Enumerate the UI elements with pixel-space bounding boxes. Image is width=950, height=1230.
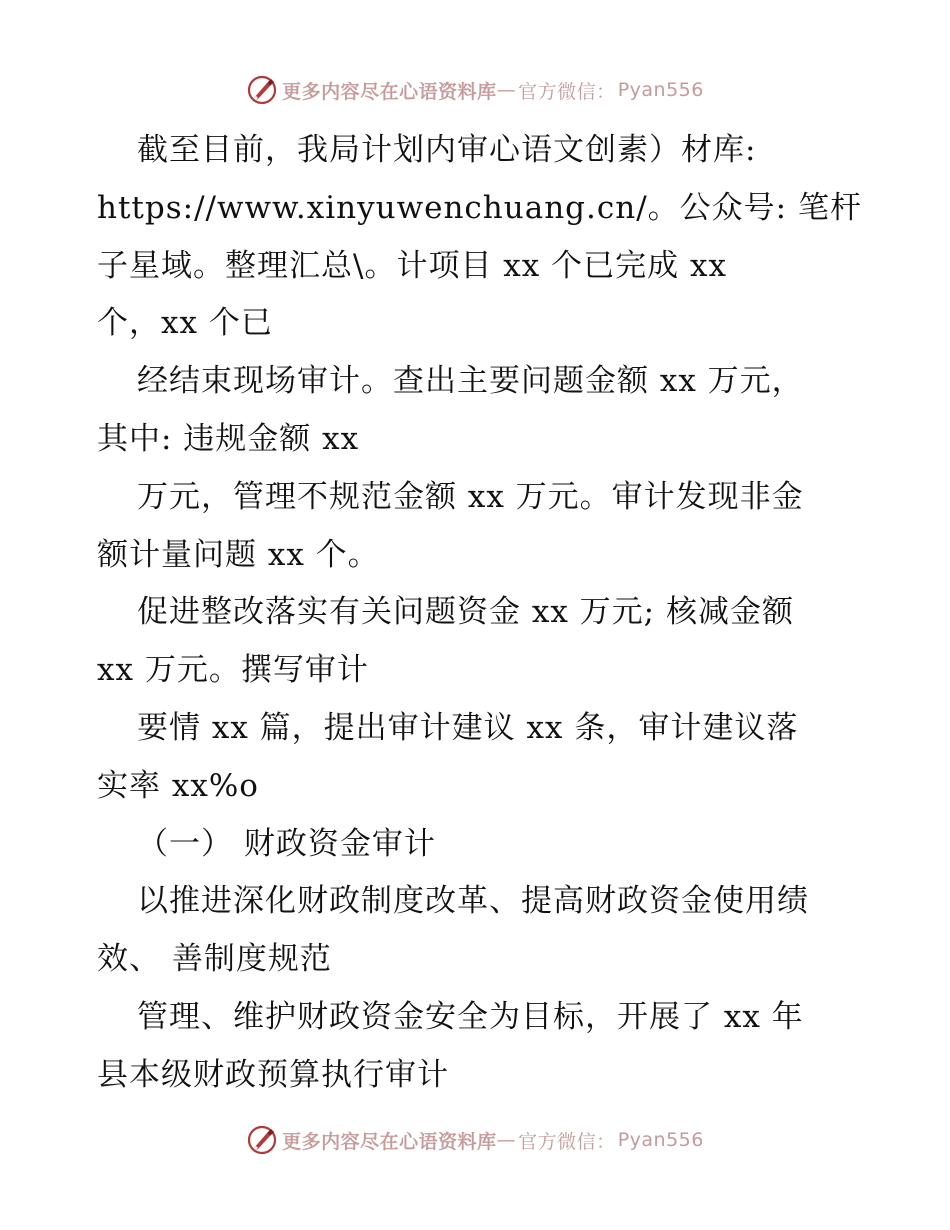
text-line: 额计量问题 xx 个。 [97, 536, 380, 573]
section-heading: （一） 财政资金审计 [137, 825, 436, 862]
text-line: xx 万元。撰写审计 [97, 652, 369, 689]
text-line: 子星域。整理汇总\。计项目 xx 个已完成 xx [97, 247, 727, 284]
text-line: 万元，管理不规范金额 xx 万元。审计发现非金 [137, 478, 804, 515]
text-line: 截至目前，我局计划内审心语文创素）材库: [137, 132, 757, 168]
text-line: 实率 xx%o [97, 767, 259, 804]
banner-main-text: 更多内容尽在心语资料库 [282, 1130, 497, 1153]
banner-wechat-label: 官方微信： [518, 1130, 616, 1153]
banner-wechat-id: Pyan556 [617, 79, 704, 101]
text-line: 要情 xx 篇，提出审计建议 xx 条，审计建议落 [137, 709, 799, 746]
banner-wechat-id: Pyan556 [617, 1129, 704, 1151]
text-line: https://www.xinyuwenchuang.cn/。公众号: 笔杆 [97, 189, 862, 226]
pen-logo-icon [246, 1124, 278, 1156]
text-line: 其中: 违规金额 xx [97, 420, 360, 457]
footer-banner [0, 1120, 950, 1160]
text-line: 促进整改落实有关问题资金 xx 万元; 核减金额 [137, 594, 794, 631]
pen-logo-icon [246, 74, 278, 106]
banner-wechat-label: 官方微信： [518, 80, 616, 103]
text-line: 效、 善制度规范 [97, 941, 332, 978]
text-line: 以推进深化财政制度改革、提高财政资金使用绩 [137, 883, 809, 920]
text-line: 个，xx 个已 [97, 305, 273, 342]
banner-main-text: 更多内容尽在心语资料库 [282, 80, 497, 103]
text-line: 县本级财政预算执行审计 [97, 1056, 449, 1093]
text-line: 经结束现场审计。查出主要问题金额 xx 万元， [137, 363, 804, 400]
banner-dash: — [496, 1129, 517, 1151]
text-line: 管理、维护财政资金安全为目标，开展了 xx 年 [137, 998, 804, 1035]
header-banner [0, 70, 950, 110]
body-text [97, 122, 862, 1105]
banner-dash: — [496, 79, 517, 101]
